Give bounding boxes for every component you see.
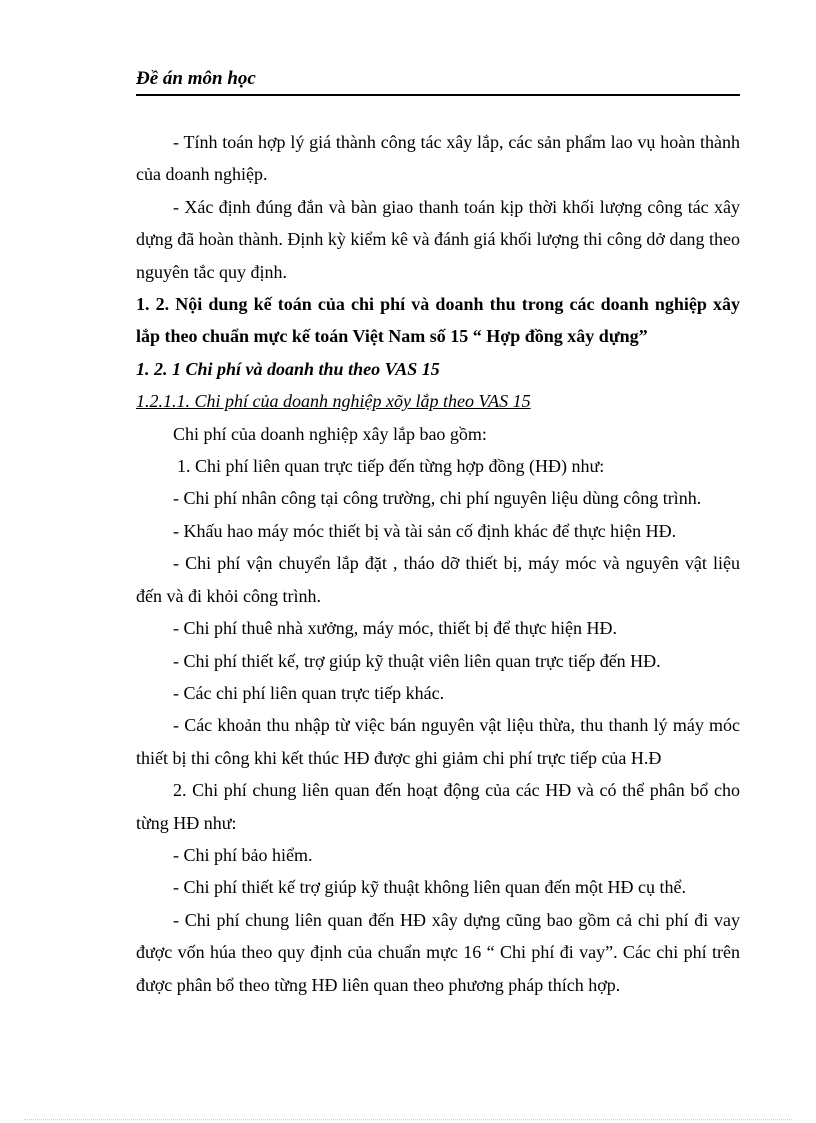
list-item-borrowing-costs: - Chi phí chung liên quan đến HĐ xây dựng cũng bao gồm cả chi phí đi vay được vốn húa theo quy định của chuẩn mực 16 “ Chi phí đi vay”. Các chi phí trên được phân bổ theo từng HĐ liên quan theo phương pháp thích hợp. — [136, 909, 740, 995]
list-item-rental: - Chi phí thuê nhà xưởng, máy móc, thiết bị để thực hiện HĐ. — [173, 618, 617, 639]
header-title: Đề án môn học — [136, 68, 256, 89]
list-item-labor-materials: - Chi phí nhân công tại công trường, chi phí nguyên liệu dùng công trình. — [173, 488, 702, 509]
subsubsection-heading-1-2-1-1: 1.2.1.1. Chi phí của doanh nghiệp xõy lắp theo VAS 15 — [136, 391, 531, 412]
list-item-other-direct: - Các chi phí liên quan trực tiếp khác. — [173, 682, 445, 703]
list-item-design-unrelated: - Chi phí thiết kế trợ giúp kỹ thuật không liên quan đến một HĐ cụ thể. — [173, 877, 686, 898]
paragraph-common-costs-intro: 2. Chi phí chung liên quan đến hoạt động của các HĐ và có thể phân bổ cho từng HĐ như: — [136, 780, 740, 833]
paragraph-direct-costs-intro: 1. Chi phí liên quan trực tiếp đến từng hợp đồng (HĐ) như: — [177, 456, 605, 477]
paragraph-cost-calculation: - Tính toán hợp lý giá thành công tác xây lắp, các sản phẩm lao vụ hoàn thành của doanh nghiệp. — [136, 132, 740, 185]
document-body — [136, 126, 740, 1001]
list-item-depreciation: - Khấu hao máy móc thiết bị và tài sản cố định khác để thực hiện HĐ. — [173, 520, 677, 541]
paragraph-volume-determination: - Xác định đúng đắn và bàn giao thanh toán kịp thời khối lượng công tác xây dựng đã hoàn thành. Định kỳ kiểm kê và đánh giá khối lượng thi công dở dang theo nguyên tắc quy định. — [136, 196, 740, 282]
list-item-insurance: - Chi phí bảo hiểm. — [173, 844, 313, 865]
subsection-heading-1-2-1: 1. 2. 1 Chi phí và doanh thu theo VAS 15 — [136, 358, 440, 379]
section-heading-1-2: 1. 2. Nội dung kế toán của chi phí và doanh thu trong các doanh nghiệp xây lắp theo chuẩn mực kế toán Việt Nam số 15 “ Hợp đồng xây dựng” — [136, 294, 740, 347]
page-header — [136, 68, 740, 96]
list-item-transport-install: - Chi phí vận chuyển lắp đặt , tháo dỡ thiết bị, máy móc và nguyên vật liệu đến và đi khỏi công trình. — [136, 553, 740, 606]
list-item-design-support: - Chi phí thiết kế, trợ giúp kỹ thuật viên liên quan trực tiếp đến HĐ. — [173, 650, 661, 671]
page-bottom-divider — [24, 1119, 792, 1120]
list-item-income-deduction: - Các khoản thu nhập từ việc bán nguyên vật liệu thừa, thu thanh lý máy móc thiết bị thi công khi kết thúc HĐ được ghi giảm chi phí trực tiếp của H.Đ — [136, 715, 740, 768]
paragraph-costs-include: Chi phí của doanh nghiệp xây lắp bao gồm: — [173, 423, 487, 444]
